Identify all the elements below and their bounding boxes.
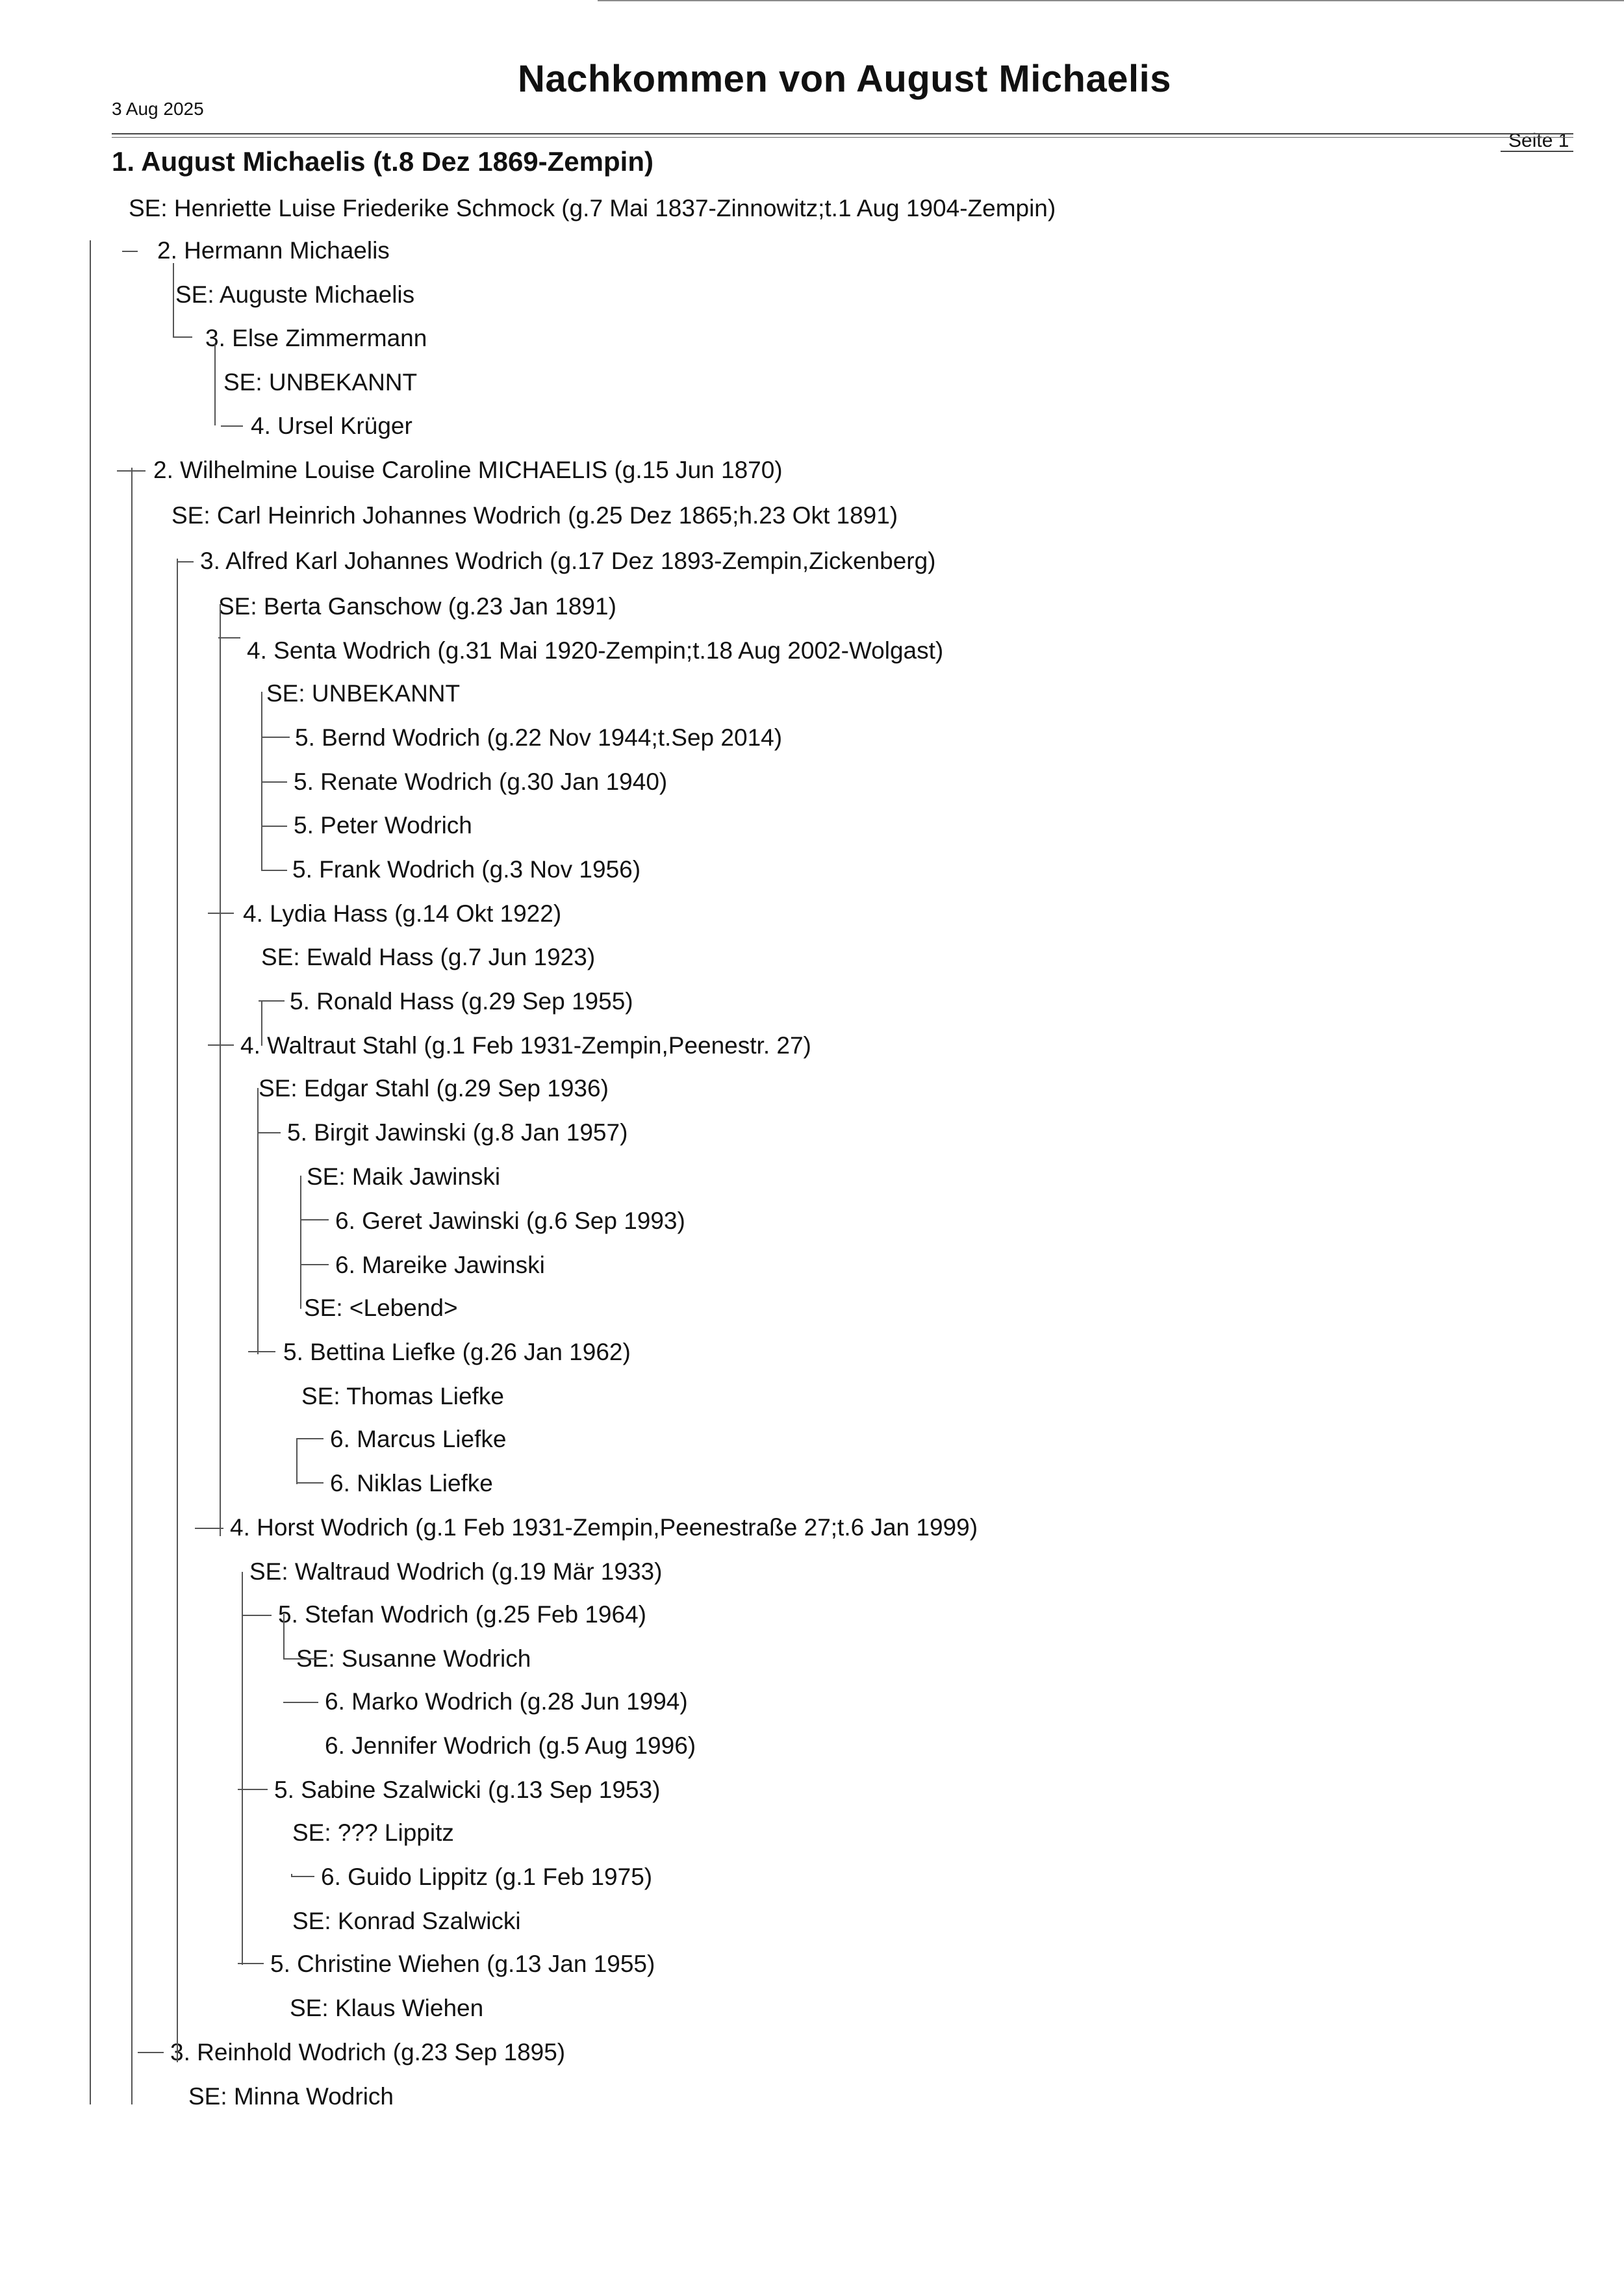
- descendant-entry: 5. Christine Wiehen (g.13 Jan 1955): [270, 1951, 655, 1977]
- tree-connector-line: [238, 1789, 268, 1790]
- descendant-entry: 3. Reinhold Wodrich (g.23 Sep 1895): [170, 2039, 566, 2066]
- tree-connector-line: [283, 1702, 318, 1703]
- descendant-entry: 5. Ronald Hass (g.29 Sep 1955): [290, 988, 633, 1015]
- report-date: 3 Aug 2025: [112, 99, 204, 119]
- spouse-entry: SE: Maik Jawinski: [307, 1163, 501, 1190]
- page-number: Seite 1: [1508, 130, 1569, 151]
- tree-connector-line: [173, 336, 192, 338]
- spouse-entry: SE: UNBEKANNT: [266, 680, 461, 707]
- spouse-entry: SE: Berta Ganschow (g.23 Jan 1891): [218, 593, 616, 620]
- tree-connector-line: [259, 1000, 285, 1002]
- spouse-entry: SE: Susanne Wodrich: [296, 1645, 531, 1672]
- descendant-entry: 5. Bernd Wodrich (g.22 Nov 1944;t.Sep 2014): [295, 724, 783, 751]
- tree-branch-line: [261, 1000, 262, 1046]
- spouse-entry: SE: ??? Lippitz: [292, 1819, 454, 1846]
- page-title: Nachkommen von August Michaelis: [517, 58, 1171, 100]
- descendant-entry: 6. Marko Wodrich (g.28 Jun 1994): [325, 1688, 688, 1715]
- spouse-entry: SE: Thomas Liefke: [301, 1383, 504, 1409]
- tree-connector-line: [122, 251, 138, 252]
- descendant-entry: 3. Else Zimmermann: [205, 325, 427, 351]
- tree-connector-line: [195, 1528, 223, 1529]
- tree-branch-line: [173, 263, 174, 338]
- tree-branch-line: [131, 468, 133, 2104]
- descendant-entry: 5. Peter Wodrich: [294, 812, 472, 839]
- spouse-entry: SE: Konrad Szalwicki: [292, 1908, 521, 1934]
- spouse-entry: SE: Carl Heinrich Johannes Wodrich (g.25 Dez 1865;h.23 Okt 1891): [171, 502, 898, 529]
- descendant-entry: 2. Wilhelmine Louise Caroline MICHAELIS (g.15 Jun 1870): [153, 457, 783, 483]
- descendant-entry: 5. Bettina Liefke (g.26 Jan 1962): [283, 1339, 631, 1365]
- tree-connector-line: [257, 1132, 281, 1133]
- spouse-entry: SE: Klaus Wiehen: [290, 1995, 484, 2021]
- tree-connector-line: [283, 1658, 318, 1660]
- tree-branch-line: [90, 240, 91, 2104]
- tree-connector-line: [261, 737, 290, 738]
- tree-connector-line: [261, 781, 287, 783]
- spouse-entry: SE: Ewald Hass (g.7 Jun 1923): [261, 944, 596, 970]
- tree-branch-line: [242, 1572, 243, 1965]
- tree-connector-line: [177, 561, 194, 562]
- spouse-entry: SE: Auguste Michaelis: [175, 281, 415, 308]
- tree-connector-line: [238, 1963, 264, 1964]
- tree-connector-line: [248, 1351, 275, 1352]
- descendant-entry: 5. Renate Wodrich (g.30 Jan 1940): [294, 768, 668, 795]
- tree-connector-line: [242, 1615, 272, 1616]
- descendant-entry: 4. Lydia Hass (g.14 Okt 1922): [243, 900, 562, 927]
- tree-branch-line: [296, 1439, 298, 1484]
- descendant-entry: 6. Mareike Jawinski: [335, 1252, 545, 1278]
- spouse-entry: SE: Henriette Luise Friederike Schmock (g.7 Mai 1837-Zinnowitz;t.1 Aug 1904-Zempin): [129, 195, 1056, 221]
- tree-connector-line: [208, 913, 234, 914]
- descendant-entry: 6. Jennifer Wodrich (g.5 Aug 1996): [325, 1732, 696, 1759]
- tree-connector-line: [218, 637, 240, 638]
- tree-branch-line: [257, 1088, 259, 1354]
- descendant-entry: 6. Niklas Liefke: [330, 1470, 493, 1497]
- tree-connector-line: [300, 1264, 329, 1265]
- spouse-entry: SE: Edgar Stahl (g.29 Sep 1936): [259, 1075, 609, 1102]
- spouse-entry: SE: Waltraud Wodrich (g.19 Mär 1933): [249, 1558, 663, 1585]
- descendant-entry: 4. Senta Wodrich (g.31 Mai 1920-Zempin;t.18 Aug 2002-Wolgast): [247, 637, 944, 664]
- tree-branch-line: [177, 559, 178, 2062]
- tree-branch-line: [300, 1176, 301, 1309]
- descendant-entry: 6. Marcus Liefke: [330, 1426, 507, 1452]
- tree-branch-line: [214, 344, 216, 425]
- tree-connector-line: [117, 470, 146, 472]
- descendant-entry: 6. Geret Jawinski (g.6 Sep 1993): [335, 1207, 685, 1234]
- tree-branch-line: [283, 1614, 285, 1660]
- tree-connector-line: [261, 826, 287, 827]
- descendant-entry: 4. Horst Wodrich (g.1 Feb 1931-Zempin,Peenestraße 27;t.6 Jan 1999): [230, 1514, 978, 1541]
- descendant-entry: 5. Sabine Szalwicki (g.13 Sep 1953): [274, 1776, 661, 1803]
- tree-connector-line: [300, 1219, 329, 1220]
- descendant-entry: 5. Stefan Wodrich (g.25 Feb 1964): [278, 1601, 646, 1628]
- descendant-entry: 3. Alfred Karl Johannes Wodrich (g.17 Dez 1893-Zempin,Zickenberg): [200, 548, 936, 574]
- tree-connector-line: [291, 1876, 314, 1877]
- tree-branch-line: [220, 604, 221, 1536]
- descendant-entry: 5. Birgit Jawinski (g.8 Jan 1957): [287, 1119, 628, 1146]
- descendant-entry: 2. Hermann Michaelis: [157, 237, 390, 264]
- descendant-entry: 4. Waltraut Stahl (g.1 Feb 1931-Zempin,Peenestr. 27): [240, 1032, 811, 1059]
- descendant-entry: 4. Ursel Krüger: [251, 412, 412, 439]
- tree-connector-line: [296, 1482, 324, 1484]
- spouse-entry: SE: Minna Wodrich: [188, 2083, 394, 2110]
- tree-connector-line: [221, 425, 243, 427]
- descendant-entry: 5. Frank Wodrich (g.3 Nov 1956): [292, 856, 641, 883]
- descendant-entry: 6. Guido Lippitz (g.1 Feb 1975): [321, 1863, 653, 1890]
- tree-connector-line: [261, 870, 287, 871]
- spouse-entry: SE: <Lebend>: [304, 1295, 458, 1321]
- tree-connector-line: [208, 1044, 234, 1046]
- tree-connector-line: [296, 1438, 324, 1439]
- descendant-entry: 1. August Michaelis (t.8 Dez 1869-Zempin): [112, 146, 653, 177]
- spouse-entry: SE: UNBEKANNT: [223, 369, 418, 396]
- tree-connector-line: [138, 2052, 164, 2053]
